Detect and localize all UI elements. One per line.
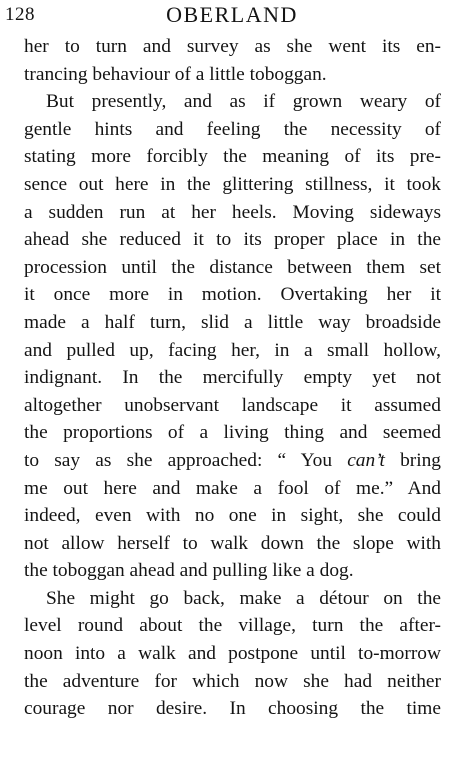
paragraph-1 xyxy=(24,33,441,88)
text-line: made a half turn, slid a little way broadside xyxy=(24,311,441,333)
text-line: the toboggan ahead and pulling like a dog. xyxy=(24,560,354,582)
text-line: level round about the village, turn the after- xyxy=(24,615,441,637)
text-line: But presently, and as if grown weary of xyxy=(46,91,441,113)
text-line: a sudden run at her heels. Moving sideways xyxy=(24,201,441,223)
text-line: procession until the distance between them set xyxy=(24,256,441,278)
text-line: the adventure for which now she had neither xyxy=(24,670,441,692)
page-number: 128 xyxy=(5,4,35,25)
text-line: not allow herself to walk down the slope with xyxy=(24,532,441,554)
text-line: trancing behaviour of a little toboggan. xyxy=(24,63,327,85)
text-line: gentle hints and feeling the necessity of xyxy=(24,118,441,140)
text-run: to say as she approached: “ You xyxy=(24,449,348,471)
text-line: She might go back, make a détour on the xyxy=(46,587,441,609)
text-line-with-emphasis xyxy=(24,447,441,475)
emphasized-word: can’t xyxy=(347,449,385,471)
text-line: stating more forcibly the meaning of its pre- xyxy=(24,146,441,168)
text-line: it once more in motion. Overtaking her it xyxy=(24,284,441,306)
text-run: bring xyxy=(384,449,442,471)
text-line: the proportions of a living thing and seemed xyxy=(24,422,441,444)
text-line: sence out here in the glittering stillness, it took xyxy=(24,173,441,195)
text-line: her to turn and survey as she went its en- xyxy=(24,36,441,57)
text-line: indignant. In the mercifully empty yet not xyxy=(24,367,441,389)
text-line: noon into a walk and postpone until to-morrow xyxy=(24,643,441,665)
paragraph-3 xyxy=(24,585,441,723)
page-header xyxy=(0,2,464,28)
text-line: courage nor desire. In choosing the time xyxy=(24,698,441,720)
paragraph-2 xyxy=(24,88,441,585)
body-text xyxy=(24,33,441,723)
running-head: OBERLAND xyxy=(166,2,298,27)
text-line: altogether unobservant landscape it assumed xyxy=(24,394,441,416)
text-line: indeed, even with no one in sight, she could xyxy=(24,505,441,527)
text-line: ahead she reduced it to its proper place in the xyxy=(24,229,441,251)
text-line: and pulled up, facing her, in a small hollow, xyxy=(24,339,441,361)
text-line: me out here and make a fool of me.” And xyxy=(24,477,441,499)
